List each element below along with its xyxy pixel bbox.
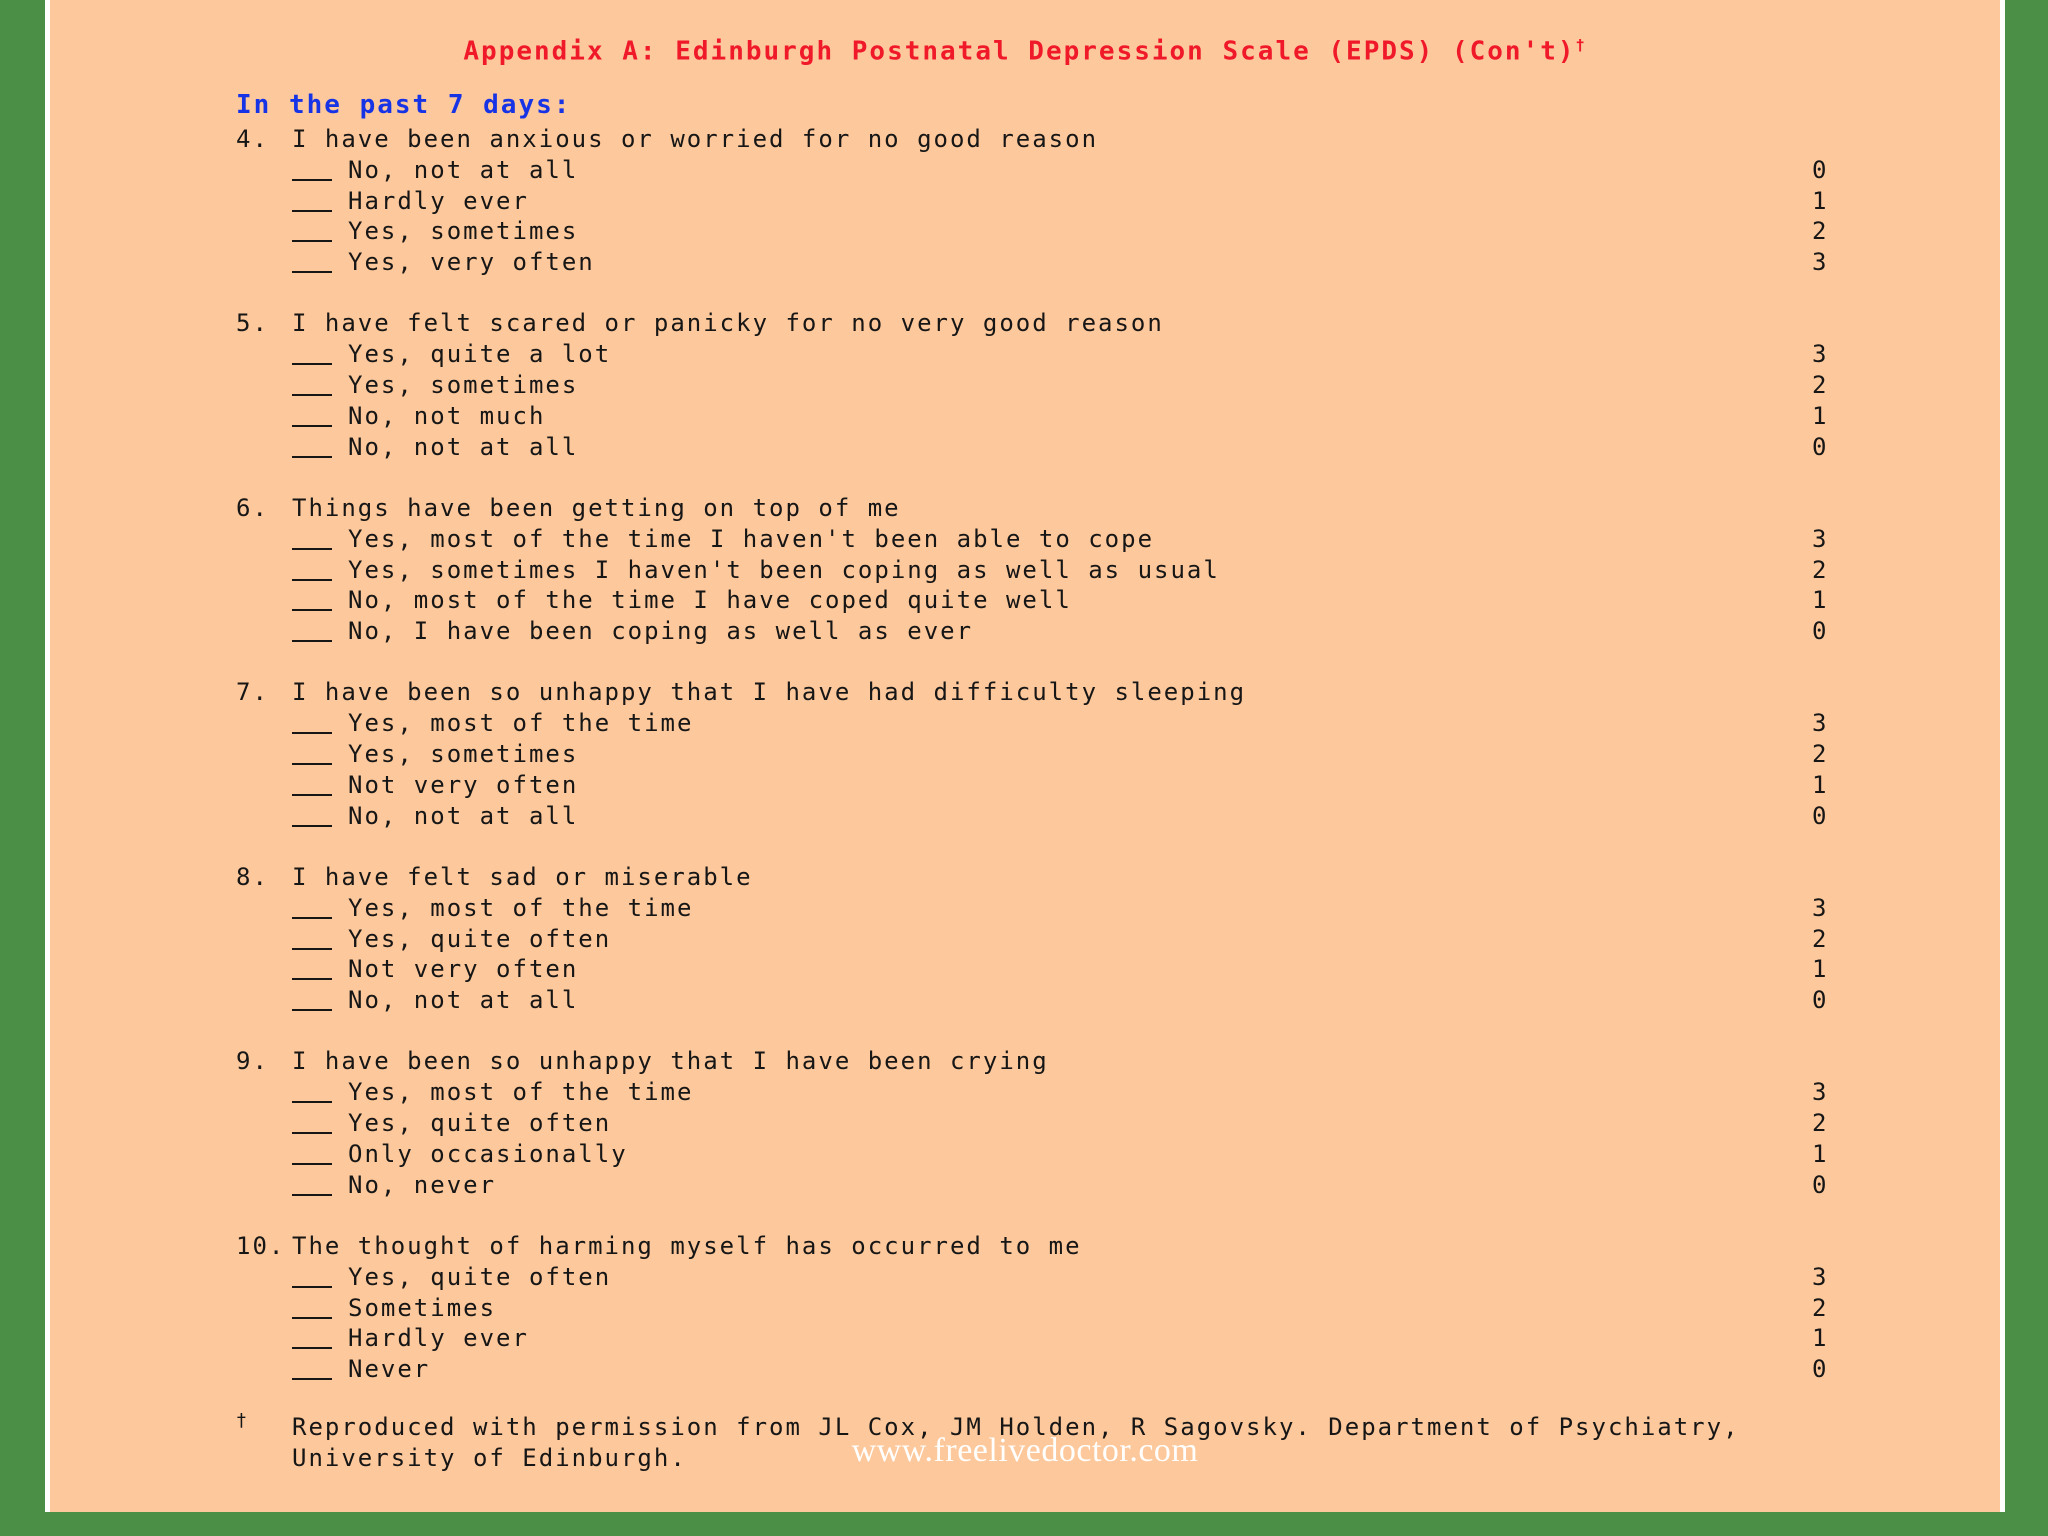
answer-option[interactable] <box>236 924 1856 955</box>
question-text: I have been so unhappy that I have been crying <box>292 1047 1049 1076</box>
answer-blank-line[interactable] <box>292 794 332 796</box>
answer-label: Yes, most of the time <box>348 1078 694 1107</box>
answer-label: Never <box>348 1355 431 1384</box>
question-7 <box>236 677 1856 831</box>
answer-blank-line[interactable] <box>292 609 332 611</box>
answer-blank-line[interactable] <box>292 548 332 550</box>
answer-option[interactable] <box>236 1323 1856 1354</box>
question-number: 8. <box>236 862 269 891</box>
question-row <box>236 493 1856 524</box>
answer-blank-line[interactable] <box>292 1378 332 1380</box>
answer-option[interactable] <box>236 1262 1856 1293</box>
question-number: 5. <box>236 309 269 338</box>
title-dagger: † <box>1575 36 1587 54</box>
answer-blank-line[interactable] <box>292 1163 332 1165</box>
answer-label: Yes, quite often <box>348 924 612 953</box>
answer-score: 1 <box>1812 401 1829 430</box>
question-number: 4. <box>236 125 269 153</box>
answer-option[interactable] <box>236 186 1856 217</box>
answer-blank-line[interactable] <box>292 1132 332 1134</box>
question-text: I have felt scared or panicky for no very good reason <box>292 309 1164 338</box>
question-text: Things have been getting on top of me <box>292 493 901 522</box>
answer-label: Yes, sometimes <box>348 740 579 769</box>
answer-score: 0 <box>1812 986 1829 1015</box>
answer-label: Hardly ever <box>348 186 529 215</box>
answer-blank-line[interactable] <box>292 456 332 458</box>
answer-option[interactable] <box>236 155 1856 186</box>
question-text: I have been anxious or worried for no good reason <box>292 125 1099 153</box>
answer-blank-line[interactable] <box>292 179 332 181</box>
answer-blank-line[interactable] <box>292 240 332 242</box>
answer-option[interactable] <box>236 893 1856 924</box>
question-4 <box>236 124 1856 278</box>
answer-label: No, not at all <box>348 155 579 184</box>
question-row <box>236 1231 1856 1262</box>
answer-score: 2 <box>1812 217 1829 246</box>
answer-score: 3 <box>1812 709 1829 738</box>
answer-score: 1 <box>1812 770 1829 799</box>
answer-option[interactable] <box>236 247 1856 278</box>
answer-label: No, never <box>348 1170 497 1199</box>
answer-option[interactable] <box>236 585 1856 616</box>
question-10 <box>236 1231 1856 1385</box>
question-number: 6. <box>236 493 269 522</box>
question-number: 10. <box>236 1231 286 1260</box>
answer-option[interactable] <box>236 1139 1856 1170</box>
document-page <box>45 0 2005 1512</box>
answer-score: 0 <box>1812 1170 1829 1199</box>
question-row <box>236 862 1856 893</box>
answer-option[interactable] <box>236 770 1856 801</box>
footnote-line-2: University of Edinburgh. <box>292 1443 687 1472</box>
answer-score: 3 <box>1812 524 1829 553</box>
footnote-dagger: † <box>236 1410 249 1431</box>
answer-blank-line[interactable] <box>292 425 332 427</box>
answer-label: Not very often <box>348 770 579 799</box>
question-row <box>236 677 1856 708</box>
answer-score: 2 <box>1812 371 1829 400</box>
answer-blank-line[interactable] <box>292 978 332 980</box>
answer-score: 3 <box>1812 248 1829 277</box>
answer-label: Yes, very often <box>348 248 595 277</box>
question-list <box>236 124 1856 1415</box>
answer-score: 0 <box>1812 617 1829 646</box>
question-text: I have been so unhappy that I have had difficulty sleeping <box>292 678 1247 707</box>
answer-score: 3 <box>1812 1078 1829 1107</box>
answer-label: Yes, sometimes <box>348 217 579 246</box>
answer-blank-line[interactable] <box>292 1194 332 1196</box>
answer-option[interactable] <box>236 555 1856 586</box>
answer-option[interactable] <box>236 339 1856 370</box>
answer-label: Yes, quite often <box>348 1109 612 1138</box>
answer-option[interactable] <box>236 708 1856 739</box>
answer-option[interactable] <box>236 1108 1856 1139</box>
answer-option[interactable] <box>236 216 1856 247</box>
answer-blank-line[interactable] <box>292 1286 332 1288</box>
question-8 <box>236 862 1856 1016</box>
answer-option[interactable] <box>236 1354 1856 1385</box>
answer-score: 3 <box>1812 1262 1829 1291</box>
answer-label: Yes, most of the time <box>348 709 694 738</box>
answer-blank-line[interactable] <box>292 363 332 365</box>
answer-score: 0 <box>1812 155 1829 184</box>
answer-option[interactable] <box>236 954 1856 985</box>
answer-blank-line[interactable] <box>292 1347 332 1349</box>
answer-label: No, not at all <box>348 432 579 461</box>
answer-option[interactable] <box>236 616 1856 647</box>
answer-score: 0 <box>1812 801 1829 830</box>
answer-label: No, not at all <box>348 986 579 1015</box>
answer-score: 1 <box>1812 1324 1829 1353</box>
answer-label: Sometimes <box>348 1293 497 1322</box>
answer-score: 1 <box>1812 586 1829 615</box>
answer-blank-line[interactable] <box>292 917 332 919</box>
question-row <box>236 308 1856 339</box>
answer-option[interactable] <box>236 1170 1856 1201</box>
answer-label: Not very often <box>348 955 579 984</box>
answer-option[interactable] <box>236 370 1856 401</box>
answer-label: No, not at all <box>348 801 579 830</box>
question-number: 9. <box>236 1047 269 1076</box>
question-row <box>236 1046 1856 1077</box>
answer-label: Yes, sometimes <box>348 371 579 400</box>
answer-option[interactable] <box>236 985 1856 1016</box>
watermark: www.freelivedoctor.com <box>851 1432 1199 1469</box>
answer-option[interactable] <box>236 801 1856 832</box>
answer-label: No, I have been coping as well as ever <box>348 617 974 646</box>
answer-score: 3 <box>1812 893 1829 922</box>
answer-blank-line[interactable] <box>292 640 332 642</box>
question-9 <box>236 1046 1856 1200</box>
answer-blank-line[interactable] <box>292 732 332 734</box>
answer-blank-line[interactable] <box>292 1317 332 1319</box>
answer-label: Yes, most of the time I haven't been able to cope <box>348 524 1155 553</box>
title-text: Appendix A: Edinburgh Postnatal Depression Scale (EPDS) (Con't) <box>463 36 1576 67</box>
answer-blank-line[interactable] <box>292 210 332 212</box>
answer-score: 1 <box>1812 1139 1829 1168</box>
answer-blank-line[interactable] <box>292 1009 332 1011</box>
question-5 <box>236 308 1856 462</box>
page-title <box>50 36 2000 67</box>
answer-blank-line[interactable] <box>292 948 332 950</box>
question-text: The thought of harming myself has occurred to me <box>292 1231 1082 1260</box>
answer-score: 2 <box>1812 740 1829 769</box>
answer-label: Yes, quite a lot <box>348 340 612 369</box>
answer-score: 2 <box>1812 1109 1829 1138</box>
answer-label: No, most of the time I have coped quite well <box>348 586 1072 615</box>
question-6 <box>236 493 1856 647</box>
answer-score: 2 <box>1812 555 1829 584</box>
question-text: I have felt sad or miserable <box>292 862 753 891</box>
answer-score: 2 <box>1812 1293 1829 1322</box>
answer-blank-line[interactable] <box>292 825 332 827</box>
answer-score: 0 <box>1812 432 1829 461</box>
footnote-line-1: Reproduced with permission from JL Cox, JM Holden, R Sagovsky. Department of Psychiatry, <box>292 1413 1740 1441</box>
answer-blank-line[interactable] <box>292 1101 332 1103</box>
answer-option[interactable] <box>236 401 1856 432</box>
answer-option[interactable] <box>236 1077 1856 1108</box>
question-number: 7. <box>236 678 269 707</box>
answer-option[interactable] <box>236 524 1856 555</box>
answer-blank-line[interactable] <box>292 579 332 581</box>
answer-label: Only occasionally <box>348 1139 628 1168</box>
question-row <box>236 124 1856 155</box>
answer-score: 0 <box>1812 1355 1829 1384</box>
answer-option[interactable] <box>236 432 1856 463</box>
answer-score: 1 <box>1812 955 1829 984</box>
answer-score: 1 <box>1812 186 1829 215</box>
answer-option[interactable] <box>236 739 1856 770</box>
answer-blank-line[interactable] <box>292 271 332 273</box>
answer-label: Yes, sometimes I haven't been coping as well as usual <box>348 555 1220 584</box>
answer-blank-line[interactable] <box>292 763 332 765</box>
answer-blank-line[interactable] <box>292 394 332 396</box>
answer-label: Yes, most of the time <box>348 893 694 922</box>
answer-option[interactable] <box>236 1293 1856 1324</box>
answer-label: No, not much <box>348 401 546 430</box>
intro-heading: In the past 7 days: <box>236 90 572 120</box>
answer-score: 3 <box>1812 340 1829 369</box>
answer-label: Hardly ever <box>348 1324 529 1353</box>
answer-score: 2 <box>1812 924 1829 953</box>
answer-label: Yes, quite often <box>348 1262 612 1291</box>
